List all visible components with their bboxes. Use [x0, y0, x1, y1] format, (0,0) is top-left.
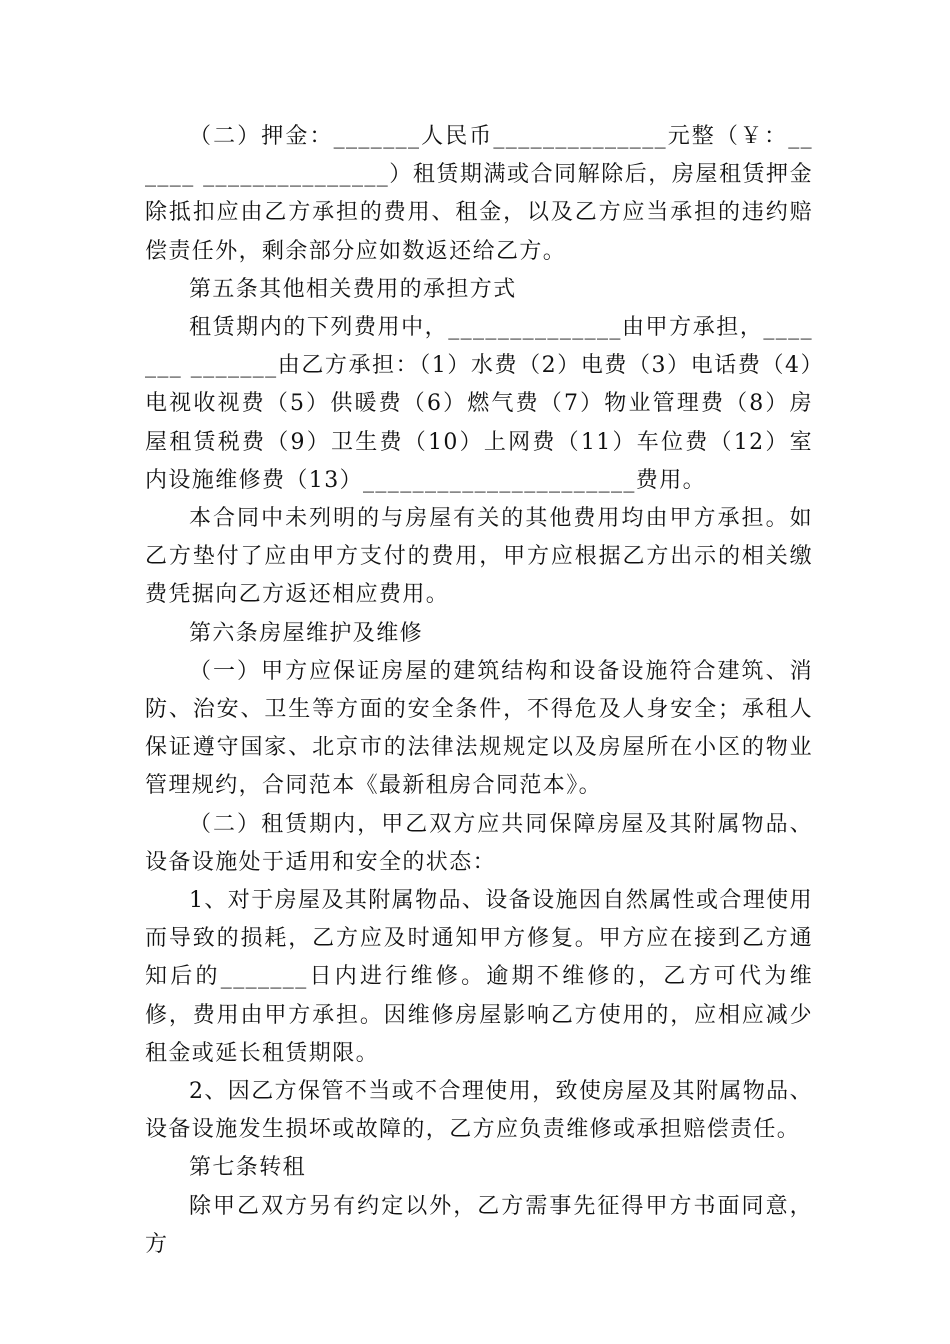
- repair-clause-1: 1、对于房屋及其附属物品、设备设施因自然属性或合理使用而导致的损耗，乙方应及时通知甲方修复。甲方应在接到乙方通知后的_______日内进行维修。逾期不维修的，乙方可代为维修，费用由甲方承担。因维修房屋影响乙方使用的，应相应减少租金或延长租赁期限。: [145, 888, 813, 1066]
- article-6-heading: 第六条房屋维护及维修: [189, 620, 424, 646]
- article-5-heading: 第五条其他相关费用的承担方式: [189, 276, 517, 302]
- sublease-paragraph: 除甲乙双方另有约定以外，乙方需事先征得甲方书面同意，方: [145, 1193, 813, 1257]
- document-body: [145, 118, 813, 1264]
- fees-list-paragraph: 租赁期内的下列费用中，______________由甲方承担，_______ _______由乙方承担：（1）水费（2）电费（3）电话费（4）电视收视费（5）供暖费（6）燃气费（7）物业管理费（8）房屋租赁税费（9）卫生费（10）上网费（11）车位费（12）室内设施维修费（13）______________________费用。: [145, 315, 813, 493]
- joint-maintenance-paragraph: （二）租赁期内，甲乙双方应共同保障房屋及其附属物品、设备设施处于适用和安全的状态：: [145, 811, 813, 875]
- article-7-heading: 第七条转租: [189, 1155, 307, 1181]
- safety-paragraph: （一）甲方应保证房屋的建筑结构和设备设施符合建筑、消防、治安、卫生等方面的安全条件，不得危及人身安全；承租人保证遵守国家、北京市的法律法规规定以及房屋所在小区的物业管理规约，合同范本《最新租房合同范本》。: [145, 658, 813, 799]
- repair-clause-2: 2、因乙方保管不当或不合理使用，致使房屋及其附属物品、设备设施发生损坏或故障的，乙方应负责维修或承担赔偿责任。: [145, 1079, 813, 1143]
- other-fees-paragraph: 本合同中未列明的与房屋有关的其他费用均由甲方承担。如乙方垫付了应由甲方支付的费用，甲方应根据乙方出示的相关缴费凭据向乙方返还相应费用。: [145, 506, 813, 608]
- deposit-paragraph: （二）押金：_______人民币______________元整（￥：______ _______________）租赁期满或合同解除后，房屋租赁押金除抵扣应由乙方承担的费用、租金，以及乙方应当承担的违约赔偿责任外，剩余部分应如数返还给乙方。: [145, 124, 813, 264]
